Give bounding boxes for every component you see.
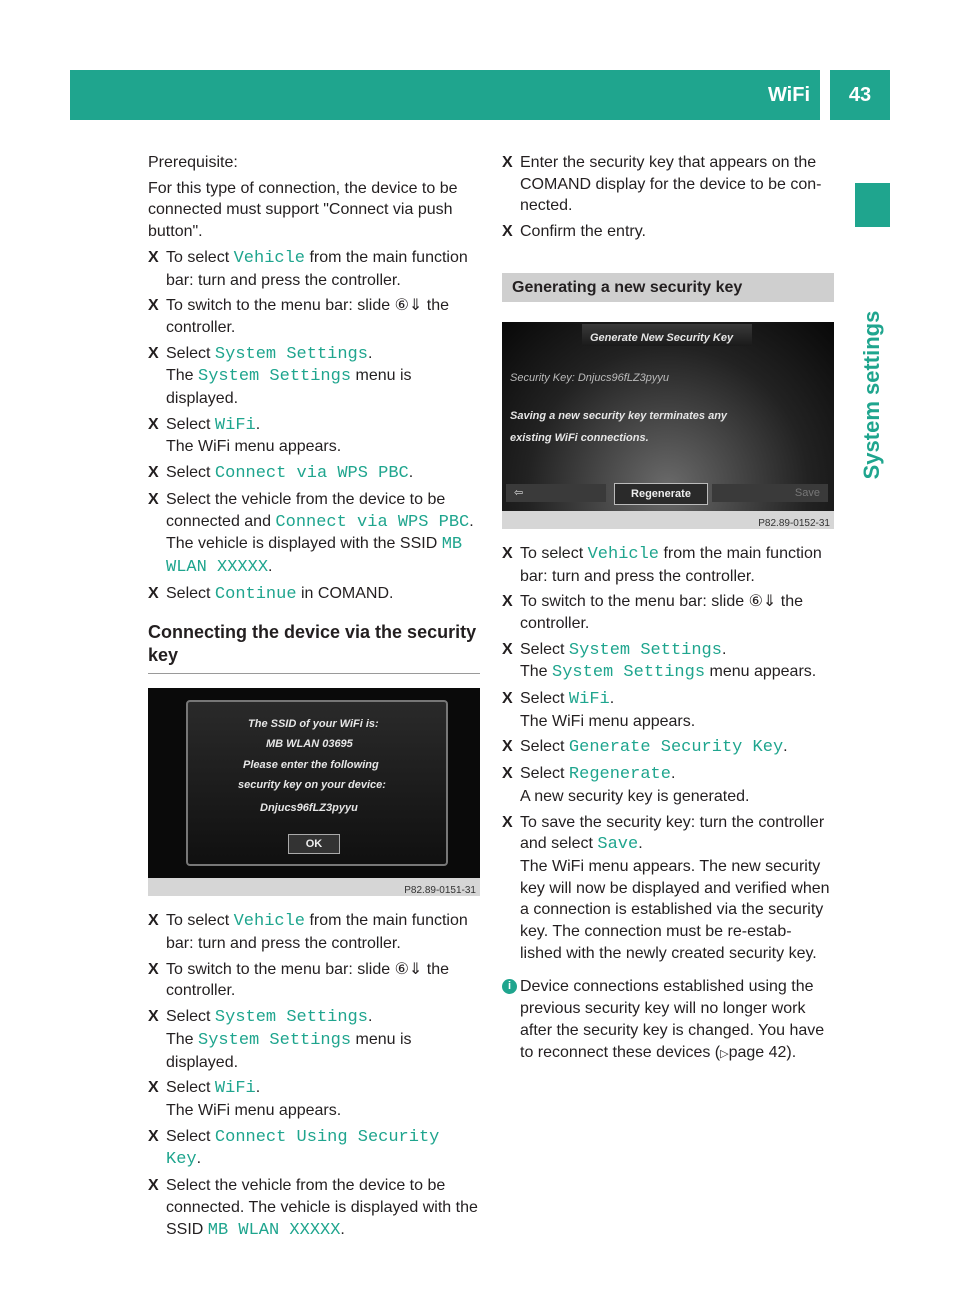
step-arrow-icon: X	[148, 1127, 159, 1145]
screen-generate-key	[502, 322, 834, 529]
section-heading: Generating a new security key	[502, 273, 834, 302]
menu-vehicle: Vehicle	[233, 248, 306, 268]
step: X To switch to the menu bar: slide ⑥⇓ the controller.	[502, 593, 803, 632]
prerequisite-text: For this type of connection, the device to be connected must support "Connect via push button".	[148, 179, 458, 241]
step: X Select the vehicle from the device to be connected. The vehicle is displayed with the SSID MB WLAN XXXXX.	[148, 1177, 478, 1240]
header-separator	[820, 70, 830, 120]
menu-connect-wps: Connect via WPS PBC	[214, 464, 409, 484]
screen-title: Generate New Security Key	[590, 331, 734, 344]
figure-reference: P82.89-0152-31	[758, 517, 830, 529]
figure-reference: P82.89-0151-31	[404, 885, 476, 897]
step-arrow-icon: X	[502, 765, 513, 783]
step-arrow-icon: X	[502, 813, 513, 831]
step-arrow-icon: X	[148, 584, 159, 602]
info-icon: i	[502, 979, 517, 994]
screen-ssid-key	[148, 688, 480, 896]
controller-slide-icon: ⑥⇓	[748, 593, 777, 611]
step: X Select Generate Security Key.	[502, 738, 788, 758]
step: X Confirm the entry.	[502, 221, 834, 243]
ssid-value: MB WLAN XXXXX	[207, 1220, 341, 1240]
dialog-line: The SSID of your WiFi is:	[248, 718, 379, 731]
step: X Select WiFi. The WiFi menu appears.	[148, 1079, 342, 1119]
menu-vehicle: Vehicle	[233, 912, 306, 932]
step-arrow-icon: X	[148, 912, 159, 930]
save-button[interactable]: Save	[712, 484, 828, 502]
back-button[interactable]	[506, 484, 606, 502]
menu-system-settings: System Settings	[552, 663, 706, 683]
header-bar	[70, 70, 820, 120]
menu-system-settings: System Settings	[568, 640, 722, 660]
step-arrow-icon: X	[148, 490, 159, 508]
menu-regenerate: Regenerate	[568, 765, 671, 785]
menu-connect-wps: Connect via WPS PBC	[275, 512, 470, 532]
back-arrow-icon: ⇦	[514, 486, 524, 499]
step: X Select System Settings. The System Settings menu is displayed.	[148, 344, 412, 408]
side-tab-marker	[855, 183, 890, 227]
step: X Select WiFi. The WiFi menu appears.	[502, 690, 696, 730]
step: X Select the vehicle from the device to be connected and Connect via WPS PBC. The vehicle is displayed with the SSID MB WLAN XXXXX.	[148, 490, 474, 577]
menu-wifi: WiFi	[214, 1079, 256, 1099]
section-heading: Connecting the device via the security key	[148, 621, 480, 674]
step-arrow-icon: X	[502, 544, 513, 562]
step-arrow-icon: X	[148, 1079, 159, 1097]
step: X To select Vehicle from the main function bar: turn and press the controller.	[502, 544, 822, 585]
menu-connect-security-key: Connect Using Security Key	[166, 1127, 440, 1170]
step-arrow-icon: X	[148, 415, 159, 433]
step-arrow-icon: X	[148, 1008, 159, 1026]
step-arrow-icon: X	[502, 640, 513, 658]
security-key-line: Security Key: Dnjucs96fLZ3pyyu	[510, 371, 669, 384]
step: X Select WiFi. The WiFi menu appears.	[148, 415, 342, 456]
step: X Select Connect via WPS PBC.	[148, 464, 414, 484]
step: X Select Regenerate. A new security key is generated.	[502, 765, 750, 805]
right-column	[502, 152, 834, 1065]
ssid-value: MB WLAN XXXXX	[166, 535, 463, 577]
step: X To select Vehicle from the main function bar: turn and press the controller.	[148, 912, 468, 953]
dialog-key: Dnjucs96fLZ3pyyu	[260, 802, 358, 815]
steps-push-button	[148, 247, 480, 606]
step-arrow-icon: X	[502, 154, 513, 171]
step: X Select Continue in COMAND.	[148, 584, 394, 604]
page-number: 43	[848, 84, 872, 106]
steps-security-key	[148, 910, 480, 1241]
warning-line: Saving a new security key terminates any	[510, 409, 728, 422]
header-title: WiFi	[767, 84, 810, 106]
menu-system-settings: System Settings	[214, 1008, 368, 1028]
step-arrow-icon: X	[502, 690, 513, 708]
menu-generate-security-key: Generate Security Key	[568, 738, 784, 758]
step-arrow-icon: X	[502, 738, 513, 756]
step-arrow-icon: X	[148, 960, 159, 978]
step: X To save the security key: turn the controller and select Save. The WiFi menu appears. The new security key will now be displayed and verified when a connection is established via the security key. The connection must be re-estab- lished with the newly created security key.	[502, 813, 830, 962]
step: X To switch to the menu bar: slide ⑥⇓ the controller.	[148, 960, 449, 1000]
step: X To switch to the menu bar: slide ⑥⇓ the controller.	[148, 297, 449, 336]
step-arrow-icon: X	[148, 1177, 159, 1195]
menu-wifi: WiFi	[568, 690, 610, 710]
menu-system-settings: System Settings	[198, 1030, 352, 1050]
figure-caption-bar	[502, 511, 834, 529]
controller-slide-icon: ⑥⇓	[394, 960, 423, 978]
menu-continue: Continue	[214, 584, 297, 604]
prerequisite-label: Prerequisite:	[148, 154, 238, 171]
step: X Select Connect Using Security Key.	[148, 1127, 440, 1170]
step: X Select System Settings. The System Settings menu is displayed.	[148, 1008, 412, 1071]
step-arrow-icon: X	[148, 248, 159, 266]
step: X To select Vehicle from the main function bar: turn and press the controller.	[148, 248, 468, 289]
regenerate-button[interactable]: Regenerate	[614, 483, 708, 505]
step-arrow-icon: X	[148, 344, 159, 362]
controller-slide-icon: ⑥⇓	[394, 297, 423, 315]
ok-button[interactable]: OK	[288, 834, 340, 854]
side-tab-label: System settings	[859, 310, 884, 480]
dialog-line: Please enter the following	[243, 759, 379, 772]
page-reference-icon: ▷	[720, 1047, 729, 1060]
menu-vehicle: Vehicle	[587, 544, 660, 564]
step-arrow-icon: X	[502, 223, 513, 241]
figure-caption-bar	[148, 878, 480, 896]
step: X Enter the security key that appears on the COMAND display for the device to be con- nected.	[502, 154, 822, 215]
menu-system-settings: System Settings	[214, 344, 368, 364]
step-arrow-icon: X	[148, 464, 159, 482]
warning-line: existing WiFi connections.	[510, 431, 649, 444]
menu-wifi: WiFi	[214, 415, 256, 435]
menu-save: Save	[597, 835, 639, 855]
steps-generate-key	[502, 543, 834, 965]
left-column	[148, 152, 480, 1241]
info-note: i Device connections established using the previous security key will no longer work after the security key is changed. You have to reconnect these devices (▷page 42).	[502, 976, 834, 1065]
menu-system-settings: System Settings	[198, 367, 352, 387]
dialog-line: security key on your device:	[238, 779, 386, 792]
dialog-ssid: MB WLAN 03695	[266, 738, 353, 751]
step-arrow-icon: X	[148, 297, 159, 315]
step: X Select System Settings. The System Settings menu appears.	[502, 640, 817, 683]
step-arrow-icon: X	[502, 593, 513, 611]
